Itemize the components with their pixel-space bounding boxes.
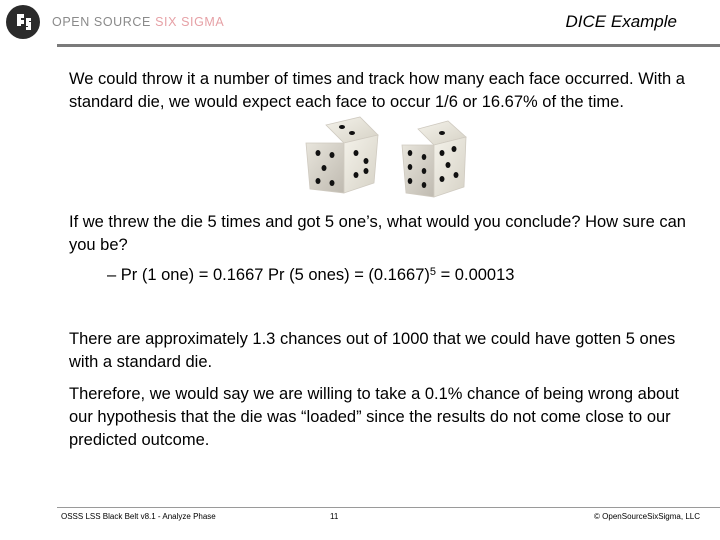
die-right	[402, 121, 466, 197]
logo-text-main: OPEN SOURCE	[52, 15, 151, 29]
probability-result: = 0.00013	[436, 266, 515, 284]
slide-title: DICE Example	[565, 12, 677, 31]
page-number: 11	[330, 512, 339, 521]
logo-text	[52, 15, 224, 29]
footer-divider	[57, 507, 720, 508]
paragraph-chances: There are approximately 1.3 chances out of 1000 that we could have gotten 5 ones with a standard die.	[69, 330, 676, 371]
footer-course: OSSS LSS Black Belt v8.1 - Analyze Phase	[61, 512, 216, 521]
paragraph-question: If we threw the die 5 times and got 5 one’s, what would you conclude? How sure can you be?	[69, 213, 686, 254]
probability-text: Pr (1 one) = 0.1667 Pr (5 ones) = (0.1667)	[120, 266, 430, 284]
header-divider	[57, 44, 720, 47]
paragraph-conclusion: Therefore, we would say we are willing to take a 0.1% chance of being wrong about our hypothesis that the die was “loaded” since the results do not come close to our predicted outcome.	[69, 385, 679, 449]
logo-icon	[5, 4, 41, 40]
die-left	[306, 117, 378, 193]
footer-copyright: © OpenSourceSixSigma, LLC	[594, 512, 700, 521]
probability-exponent: 5	[429, 266, 436, 278]
dice-image	[298, 113, 493, 208]
probability-bullet	[107, 264, 514, 287]
paragraph-expected-frequency: We could throw it a number of times and track how many each face occurred. With a standard die, we would expect each face to occur 1/6 or 16.67% of the time.	[69, 70, 685, 111]
logo-text-accent: SIX SIGMA	[155, 15, 225, 29]
bullet-dash: –	[107, 266, 117, 284]
